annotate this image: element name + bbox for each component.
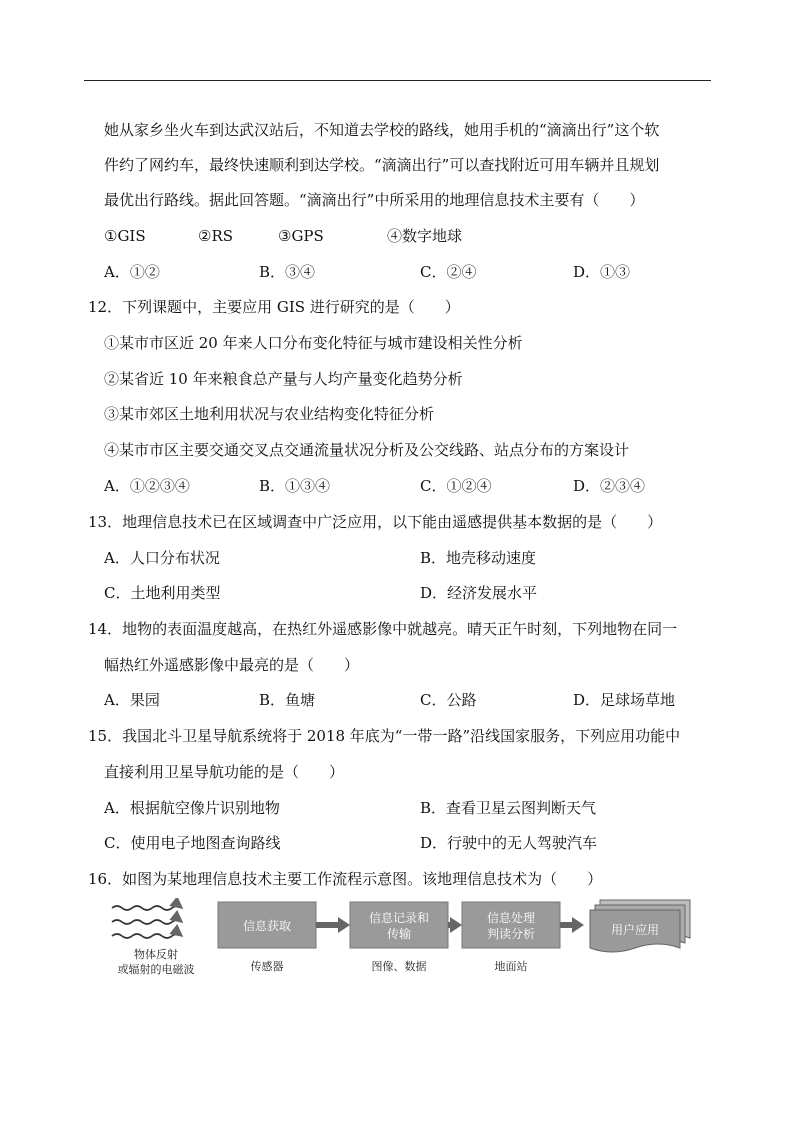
arrow-3-head-icon — [572, 917, 584, 933]
q13-option-c: C．土地利用类型 — [104, 584, 221, 602]
ground-station-caption: 地面站 — [494, 960, 528, 973]
info-record-label-2: 传输 — [386, 927, 412, 941]
q15-option-c: C．使用电子地图查询路线 — [104, 834, 281, 852]
info-processing-label-2: 判读分析 — [486, 927, 536, 941]
q12-option-d: D．②③④ — [573, 477, 646, 495]
arrow-2-head-icon — [450, 917, 462, 933]
q12-item-2: ②某省近 10 年来粮食总产量与人均产量变化趋势分析 — [104, 370, 463, 388]
info-record-label-1: 信息记录和 — [368, 911, 430, 925]
workflow-diagram — [100, 898, 700, 988]
q16-stem: 16．如图为某地理信息技术主要工作流程示意图。该地理信息技术为（ ） — [88, 870, 603, 888]
header-rule — [84, 80, 711, 81]
q11-item-4: ④数字地球 — [387, 227, 463, 245]
q14-option-b: B．鱼塘 — [259, 691, 316, 709]
q12-option-a: A．①②③④ — [104, 477, 190, 495]
arrow-1-head-icon — [338, 917, 350, 933]
wave-arrows-icon — [112, 906, 182, 938]
q14-stem-line-1: 14．地物的表面温度越高，在热红外遥感影像中就越亮。晴天正午时刻，下列地物在同一 — [88, 620, 678, 638]
q12-option-c: C．①②④ — [420, 477, 492, 495]
q12-item-3: ③某市郊区土地利用状况与农业结构变化特征分析 — [104, 405, 435, 423]
q14-option-a: A．果园 — [104, 691, 160, 709]
info-processing-box — [462, 902, 560, 948]
q15-option-a: A．根据航空像片识别地物 — [104, 799, 280, 817]
q11-stem-line-1: 她从家乡坐火车到达武汉站后，不知道去学校的路线，她用手机的“滴滴出行”这个软 — [104, 121, 660, 139]
q13-option-b: B．地壳移动速度 — [420, 549, 537, 567]
q11-option-c: C．②④ — [420, 263, 477, 281]
q13-option-d: D．经济发展水平 — [420, 584, 538, 602]
q13-stem: 13．地理信息技术已在区域调查中广泛应用，以下能由遥感提供基本数据的是（ ） — [88, 513, 663, 531]
q12-item-4: ④某市市区主要交通交叉点交通流量状况分析及公交线路、站点分布的方案设计 — [104, 441, 630, 459]
q11-stem-line-3: 最优出行路线。据此回答题。“滴滴出行”中所采用的地理信息技术主要有（ ） — [104, 191, 645, 209]
q11-option-a: A．①② — [104, 263, 160, 281]
q11-option-b: B．③④ — [259, 263, 316, 281]
q15-stem-line-1: 15．我国北斗卫星导航系统将于 2018 年底为“一带一路”沿线国家服务，下列应用功能中 — [88, 727, 681, 745]
q15-stem-line-2: 直接利用卫星导航功能的是（ ） — [104, 763, 345, 781]
q14-option-c: C．公路 — [420, 691, 477, 709]
q11-item-1: ①GIS — [104, 227, 146, 245]
info-record-box — [350, 902, 448, 948]
q12-item-1: ①某市市区近 20 年来人口分布变化特征与城市建设相关性分析 — [104, 334, 523, 352]
info-acquisition-label: 信息获取 — [242, 919, 292, 933]
info-processing-label-1: 信息处理 — [486, 911, 536, 925]
q12-stem: 12．下列课题中，主要应用 GIS 进行研究的是（ ） — [88, 298, 460, 316]
wave-label-line-2: 或辐射的电磁波 — [117, 963, 195, 976]
image-data-caption: 图像、数据 — [371, 960, 427, 973]
q11-item-2: ②RS — [198, 227, 234, 245]
q14-stem-line-2: 幅热红外遥感影像中最亮的是（ ） — [104, 656, 360, 674]
user-application-label: 用户应用 — [610, 923, 660, 937]
q11-option-d: D．①③ — [573, 263, 631, 281]
q14-option-d: D．足球场草地 — [573, 691, 676, 709]
wave-label-line-1: 物体反射 — [134, 948, 178, 961]
q11-stem-line-2: 件约了网约车，最终快速顺利到达学校。“滴滴出行”可以查找附近可用车辆并且规划 — [104, 156, 660, 174]
q15-option-b: B．查看卫星云图判断天气 — [420, 799, 597, 817]
q13-option-a: A．人口分布状况 — [104, 549, 220, 567]
q12-option-b: B．①③④ — [259, 477, 331, 495]
sensor-caption: 传感器 — [250, 960, 284, 973]
q11-item-3: ③GPS — [278, 227, 324, 245]
q15-option-d: D．行驶中的无人驾驶汽车 — [420, 834, 598, 852]
